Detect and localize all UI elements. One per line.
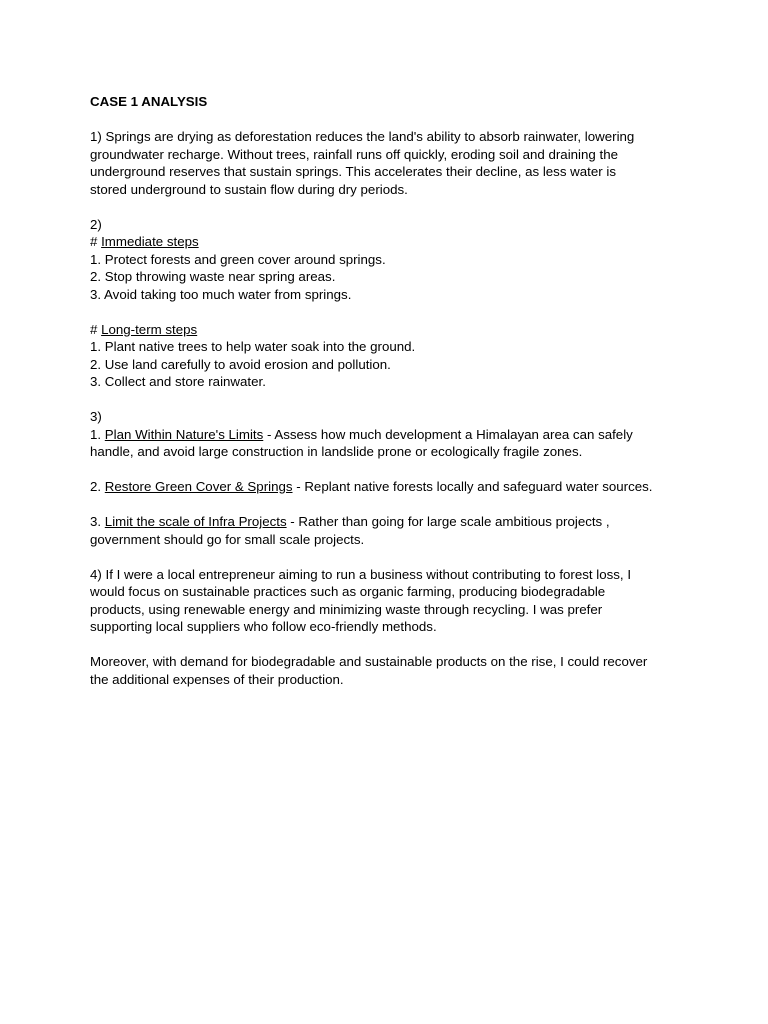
spacer [90, 461, 690, 479]
point-number: 3. [90, 514, 105, 529]
point-3-continuation: government should go for small scale projects. [90, 531, 365, 547]
answer-4-line: products, using renewable energy and minimizing waste through recycling. I was prefer [90, 601, 603, 617]
answer-2 [90, 216, 690, 409]
longterm-step-item: 2. Use land carefully to avoid erosion and pollution. [90, 356, 391, 372]
answer-1-line: stored underground to sustain flow during dry periods. [90, 181, 408, 197]
spacer [90, 548, 690, 566]
answer-1-line: underground reserves that sustain springs. This accelerates their decline, as less water is [90, 164, 616, 179]
immediate-step-item: 1. Protect forests and green cover around springs. [90, 251, 386, 267]
answer-3 [90, 408, 690, 566]
immediate-step-item: 3. Avoid taking too much water from springs. [90, 286, 352, 302]
answer-4-line: 4) If I were a local entrepreneur aiming to run a business without contributing to forest loss, I [90, 566, 632, 582]
answer-3-number: 3) [90, 409, 102, 424]
point-number: 2. [90, 479, 105, 494]
document-body [90, 93, 690, 688]
immediate-step-item: 2. Stop throwing waste near spring areas. [90, 269, 336, 284]
point-3-text: - Rather than going for large scale ambitious projects , [286, 514, 610, 529]
longterm-steps-heading [90, 321, 690, 339]
answer-1-line: 1) Springs are drying as deforestation reduces the land's ability to absorb rainwater, lowering [90, 129, 635, 144]
answer-1-line: groundwater recharge. Without trees, rainfall runs off quickly, eroding soil and draining the [90, 146, 618, 162]
hash-prefix: # [90, 321, 102, 337]
answer-4-line: supporting local suppliers who follow eco-friendly methods. [90, 619, 437, 634]
point-1-title: Plan Within Nature's Limits [104, 426, 264, 442]
answer-4-line: would focus on sustainable practices such as organic farming, producing biodegradable [90, 584, 606, 599]
answer-2-number: 2) [90, 216, 102, 232]
point-2-text: - Replant native forests locally and safeguard water sources. [292, 479, 653, 494]
spacer [90, 391, 690, 409]
moreover-line: the additional expenses of their production. [90, 671, 344, 687]
point-2-line [90, 478, 690, 496]
spacer [90, 303, 690, 321]
answer-4-moreover [90, 653, 690, 688]
point-3-line [90, 513, 690, 531]
point-2-title: Restore Green Cover & Springs [104, 479, 293, 494]
point-1-text: - Assess how much development a Himalayan area can safely [263, 426, 633, 442]
spacer [90, 496, 690, 514]
point-1-line [90, 426, 690, 444]
longterm-step-item: 3. Collect and store rainwater. [90, 374, 266, 389]
longterm-step-item: 1. Plant native trees to help water soak into the ground. [90, 339, 416, 354]
hash-prefix: # [90, 234, 102, 249]
point-number: 1. [90, 426, 105, 442]
answer-4 [90, 566, 690, 636]
longterm-steps-title: Long-term steps [101, 321, 198, 337]
answer-1 [90, 128, 690, 198]
point-3-title: Limit the scale of Infra Projects [104, 514, 287, 529]
immediate-steps-title: Immediate steps [101, 234, 199, 249]
document-heading: CASE 1 ANALYSIS [90, 94, 208, 109]
point-1-continuation: handle, and avoid large construction in landslide prone or ecologically fragile zones. [90, 444, 583, 459]
immediate-steps-heading [90, 233, 690, 251]
moreover-line: Moreover, with demand for biodegradable and sustainable products on the rise, I could recover [90, 654, 648, 669]
